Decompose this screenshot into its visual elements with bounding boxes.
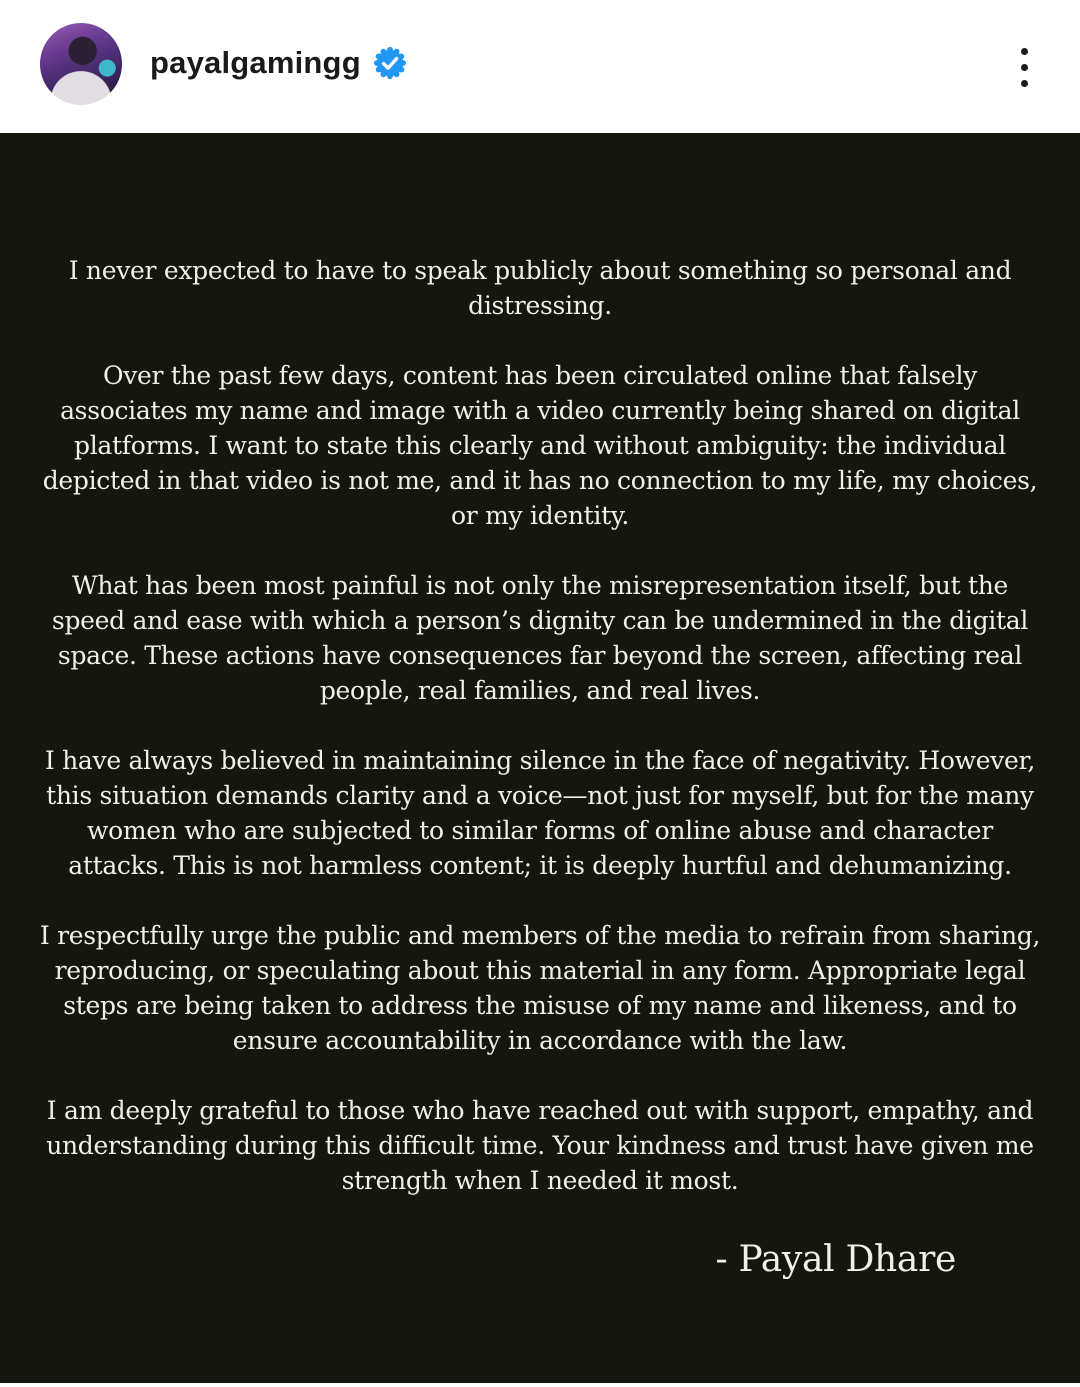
username-row [150, 45, 407, 81]
username[interactable]: payalgamingg [150, 44, 361, 80]
statement-paragraph: Over the past few days, content has been circulated online that falsely associates my name and image with a video currently being shared on digital platforms. I want to state this clearly and without ambiguity: the individual depicted in that video is not me, and it has no connection to my life, my choices, or my identity. [42, 361, 1038, 530]
statement-paragraph: I am deeply grateful to those who have reached out with support, empathy, and understanding during this difficult time. Your kindness and trust have given me strength when I needed it most. [46, 1096, 1034, 1195]
post-header [0, 0, 1080, 133]
bottom-strip [0, 1383, 1080, 1387]
dot [1021, 80, 1028, 87]
more-options-icon[interactable] [1017, 44, 1032, 91]
dot [1021, 64, 1028, 71]
statement-signature: - Payal Dhare [715, 1239, 956, 1280]
profile-avatar[interactable] [40, 23, 122, 105]
statement-paragraph: I have always believed in maintaining silence in the face of negativity. However, this situation demands clarity and a voice—not just for myself, but for the many women who are subjected to similar forms of online abuse and character attacks. This is not harmless content; it is deeply hurtful and dehumanizing. [44, 746, 1036, 880]
statement-paragraph: What has been most painful is not only the misrepresentation itself, but the speed and ease with which a person’s dignity can be undermined in the digital space. These actions have consequences far beyond the screen, affecting real people, real families, and real lives. [51, 571, 1029, 705]
statement-paragraph: I respectfully urge the public and members of the media to refrain from sharing, reproducing, or speculating about this material in any form. Appropriate legal steps are being taken to address the misuse of my name and likeness, and to ensure accountability in accordance with the law. [39, 921, 1041, 1055]
statement-image [0, 133, 1080, 1383]
dot [1021, 48, 1028, 55]
statement-paragraph: I never expected to have to speak publicly about something so personal and distressing. [68, 256, 1012, 320]
verified-badge-icon [373, 46, 407, 80]
statement-text [39, 253, 1041, 1198]
